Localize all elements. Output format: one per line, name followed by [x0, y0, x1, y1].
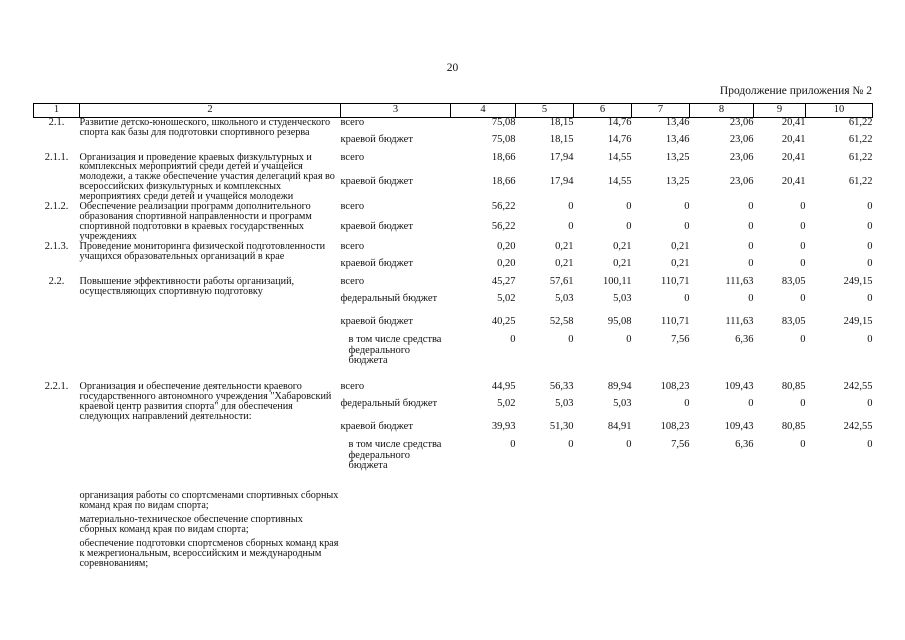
table-row [34, 202, 873, 221]
value-cell: 0 [626, 439, 632, 451]
value-cell: 52,58 [549, 316, 574, 328]
table-row [34, 242, 873, 259]
empty-cell [754, 487, 806, 511]
funding-source [341, 135, 451, 153]
empty-cell [806, 487, 873, 511]
value-cell: 5,02 [497, 293, 516, 305]
header-cell: 4 [451, 104, 516, 118]
row-subitem [80, 535, 341, 569]
value-cell: 23,06 [729, 117, 754, 128]
empty-cell [690, 511, 754, 535]
value-cell: 111,63 [725, 276, 754, 288]
value-cell: 13,25 [665, 151, 690, 163]
value-cell: 20,41 [781, 133, 806, 145]
value-cell: 18,66 [491, 175, 516, 187]
value-cell: 0,21 [555, 258, 574, 270]
empty-cell [341, 511, 451, 535]
funding-source-label: всего [340, 117, 365, 128]
row-code: 2.2. [48, 276, 65, 288]
funding-source-label: краевой бюджет [340, 175, 413, 187]
value-cell: 0 [800, 293, 806, 305]
value-cell: 23,06 [729, 151, 754, 163]
header-cell: 8 [690, 104, 754, 118]
value-cell: 0 [867, 293, 873, 305]
row-description [80, 202, 341, 242]
table-row [34, 118, 873, 135]
funding-source-label: краевой бюджет [340, 133, 413, 145]
value-cell: 5,03 [613, 398, 632, 410]
value-cell: 110,71 [661, 316, 690, 328]
empty-cell [516, 535, 574, 569]
value-cell: 51,30 [549, 421, 574, 433]
value-cell: 40,25 [491, 316, 516, 328]
value-cell: 249,15 [843, 276, 873, 288]
value-cell: 18,15 [549, 117, 574, 128]
value-cell: 0 [800, 201, 806, 213]
funding-source-label: федеральный бюджет [340, 398, 438, 410]
funding-source [341, 222, 451, 243]
funding-source [341, 317, 451, 335]
value-cell: 80,85 [781, 421, 806, 433]
value-cell: 61,22 [848, 175, 873, 187]
funding-source-label: всего [340, 276, 365, 288]
value-cell: 23,06 [729, 175, 754, 187]
value-cell: 75,08 [491, 117, 516, 128]
value-cell: 0 [800, 220, 806, 232]
funding-source [341, 294, 451, 317]
description-text: Организация и обеспечение деятельности краевого государственного автономного учреждения "Хабаровский краевой центр развития спорта" для обеспечения следующих направлений деятельности: [79, 381, 332, 423]
empty-cell [574, 487, 632, 511]
value-cell: 0 [568, 439, 574, 451]
value-cell: 44,95 [491, 381, 516, 393]
value-cell: 108,23 [660, 421, 690, 433]
empty-cell [574, 511, 632, 535]
value-cell: 0 [867, 334, 873, 346]
value-cell: 14,55 [607, 151, 632, 163]
value-cell: 14,76 [607, 117, 632, 128]
value-cell: 0,21 [671, 241, 690, 253]
value-cell: 0 [684, 398, 690, 410]
header-row [34, 104, 873, 118]
funding-source [341, 277, 451, 294]
table-row [34, 382, 873, 399]
row-subitem [80, 487, 341, 511]
funding-source [341, 118, 451, 135]
funding-source [341, 335, 451, 382]
value-cell: 5,03 [555, 398, 574, 410]
funding-source-label: федеральный бюджет [340, 293, 438, 305]
value-cell: 20,41 [781, 175, 806, 187]
description-text: Проведение мониторинга физической подготовленности учащихся образовательных организаций в крае [79, 241, 326, 263]
header-cell: 3 [341, 104, 451, 118]
row-code: 2.1.3. [44, 241, 69, 253]
empty-cell [690, 487, 754, 511]
value-cell: 0 [800, 241, 806, 253]
empty-cell [754, 511, 806, 535]
continuation-label: Продолжение приложения № 2 [719, 85, 872, 97]
funding-source-label: краевой бюджет [340, 421, 413, 433]
empty-cell [632, 535, 690, 569]
row-code: 2.1.2. [44, 201, 69, 213]
value-cell: 18,66 [491, 151, 516, 163]
value-cell: 111,63 [725, 316, 754, 328]
value-cell: 89,94 [607, 381, 632, 393]
header-cell: 9 [754, 104, 806, 118]
row-subitem [80, 511, 341, 535]
subitem-text: обеспечение подготовки спортсменов сборных команд края к межрегиональным, всероссийским и международным соревнованиям; [79, 538, 339, 570]
value-cell: 0 [684, 293, 690, 305]
header-cell: 10 [806, 104, 873, 118]
value-cell: 0,21 [555, 241, 574, 253]
value-cell: 7,56 [671, 439, 690, 451]
value-cell: 6,36 [735, 334, 754, 346]
value-cell: 0 [748, 293, 754, 305]
funding-source [341, 202, 451, 221]
value-cell: 5,03 [613, 293, 632, 305]
value-cell: 0 [748, 201, 754, 213]
funding-source-label: краевой бюджет [340, 258, 413, 270]
value-cell: 5,02 [497, 398, 516, 410]
row-code: 2.1.1. [44, 151, 69, 163]
header-cell: 7 [632, 104, 690, 118]
empty-cell [516, 487, 574, 511]
value-cell: 56,33 [549, 381, 574, 393]
value-cell: 20,41 [781, 151, 806, 163]
row-description [80, 153, 341, 203]
value-cell: 95,08 [607, 316, 632, 328]
value-cell: 0 [867, 220, 873, 232]
value-cell: 56,22 [491, 220, 516, 232]
value-cell: 0 [800, 258, 806, 270]
funding-source [341, 440, 451, 487]
value-cell: 18,15 [549, 133, 574, 145]
table-row [34, 535, 873, 569]
value-cell: 61,22 [848, 133, 873, 145]
empty-cell [341, 535, 451, 569]
value-cell: 5,03 [555, 293, 574, 305]
value-cell: 0,20 [497, 241, 516, 253]
value-cell: 23,06 [729, 133, 754, 145]
value-cell: 249,15 [843, 316, 873, 328]
description-text: Развитие детско-юношеского, школьного и студенческого спорта как базы для подготовки спортивного резерва [79, 117, 331, 138]
value-cell: 109,43 [724, 381, 754, 393]
value-cell: 0 [568, 220, 574, 232]
value-cell: 14,55 [607, 175, 632, 187]
value-cell: 0,21 [613, 241, 632, 253]
value-cell: 84,91 [607, 421, 632, 433]
description-text: Повышение эффективности работы организаций, осуществляющих спортивную подготовку [79, 276, 295, 298]
empty-cell [451, 511, 516, 535]
value-cell: 20,41 [781, 117, 806, 128]
value-cell: 0 [867, 241, 873, 253]
value-cell: 0 [626, 334, 632, 346]
empty-cell [690, 535, 754, 569]
value-cell: 0 [568, 201, 574, 213]
value-cell: 0 [867, 258, 873, 270]
value-cell: 39,93 [491, 421, 516, 433]
empty-cell [574, 535, 632, 569]
value-cell: 109,43 [724, 421, 754, 433]
row-code: 2.2.1. [44, 381, 69, 393]
funding-source [341, 399, 451, 422]
value-cell: 110,71 [661, 276, 690, 288]
subitem-text: материально-техническое обеспечение спортивных сборных команд края по видам спорта; [79, 514, 303, 536]
value-cell: 0,21 [613, 258, 632, 270]
table-row [34, 511, 873, 535]
value-cell: 83,05 [781, 276, 806, 288]
value-cell: 13,46 [665, 117, 690, 128]
value-cell: 0,21 [671, 258, 690, 270]
budget-table [33, 103, 873, 569]
header-cell: 6 [574, 104, 632, 118]
value-cell: 80,85 [781, 381, 806, 393]
value-cell: 242,55 [843, 421, 873, 433]
page-number: 20 [446, 62, 459, 74]
value-cell: 14,76 [607, 133, 632, 145]
value-cell: 0 [867, 201, 873, 213]
value-cell: 0 [748, 241, 754, 253]
row-description [80, 118, 341, 153]
value-cell: 242,55 [843, 381, 873, 393]
funding-source-label: краевой бюджет [340, 316, 413, 328]
value-cell: 83,05 [781, 316, 806, 328]
value-cell: 13,25 [665, 175, 690, 187]
value-cell: 0 [867, 398, 873, 410]
value-cell: 6,36 [735, 439, 754, 451]
value-cell: 0 [626, 220, 632, 232]
empty-cell [754, 535, 806, 569]
value-cell: 108,23 [660, 381, 690, 393]
empty-cell [451, 535, 516, 569]
value-cell: 0 [748, 258, 754, 270]
funding-source-label: всего [340, 151, 365, 163]
value-cell: 17,94 [549, 175, 574, 187]
empty-cell [806, 511, 873, 535]
row-description [80, 382, 341, 487]
description-text: Организация и проведение краевых физкультурных и комплексных мероприятий среди детей и учащейся молодежи, а также обеспечение участия делегаций края во всероссийских физкультурных и комплексных мероприятиях среди детей и учащейся молодежи [79, 151, 335, 203]
value-cell: 0 [626, 201, 632, 213]
value-cell: 0 [684, 220, 690, 232]
value-cell: 0 [800, 398, 806, 410]
row-code: 2.1. [48, 117, 65, 128]
value-cell: 0 [510, 334, 516, 346]
funding-source-label: в том числе средства федерального бюджета [348, 439, 442, 471]
value-cell: 75,08 [491, 133, 516, 145]
value-cell: 0 [800, 439, 806, 451]
header-cell: 2 [80, 104, 341, 118]
value-cell: 17,94 [549, 151, 574, 163]
funding-source-label: краевой бюджет [340, 220, 413, 232]
funding-source-label: всего [340, 381, 365, 393]
value-cell: 0,20 [497, 258, 516, 270]
subitem-text: организация работы со спортсменами спортивных сборных команд края по видам спорта; [79, 490, 339, 512]
table-row [34, 487, 873, 511]
table-row [34, 153, 873, 177]
value-cell: 100,11 [603, 276, 632, 288]
empty-cell [341, 487, 451, 511]
funding-source [341, 153, 451, 177]
funding-source-label: в том числе средства федерального бюджета [348, 334, 442, 366]
empty-cell [806, 535, 873, 569]
row-description [80, 277, 341, 382]
value-cell: 7,56 [671, 334, 690, 346]
description-text: Обеспечение реализации программ дополнительного образования спортивной направленности и программ спортивной подготовки в краевых государственных учреждениях [79, 201, 312, 243]
empty-cell [451, 487, 516, 511]
value-cell: 0 [684, 201, 690, 213]
value-cell: 61,22 [848, 151, 873, 163]
row-description [80, 242, 341, 277]
value-cell: 56,22 [491, 201, 516, 213]
value-cell: 13,46 [665, 133, 690, 145]
value-cell: 45,27 [491, 276, 516, 288]
funding-source-label: всего [340, 201, 365, 213]
value-cell: 57,61 [549, 276, 574, 288]
value-cell: 0 [568, 334, 574, 346]
table-row [34, 277, 873, 294]
header-cell: 1 [34, 104, 80, 118]
value-cell: 0 [510, 439, 516, 451]
funding-source [341, 422, 451, 440]
empty-cell [632, 487, 690, 511]
funding-source-label: всего [340, 241, 365, 253]
header-cell: 5 [516, 104, 574, 118]
funding-source [341, 177, 451, 203]
value-cell: 0 [800, 334, 806, 346]
value-cell: 0 [748, 398, 754, 410]
funding-source [341, 259, 451, 277]
funding-source [341, 242, 451, 259]
empty-cell [516, 511, 574, 535]
funding-source [341, 382, 451, 399]
value-cell: 0 [867, 439, 873, 451]
value-cell: 0 [748, 220, 754, 232]
empty-cell [632, 511, 690, 535]
value-cell: 61,22 [848, 117, 873, 128]
